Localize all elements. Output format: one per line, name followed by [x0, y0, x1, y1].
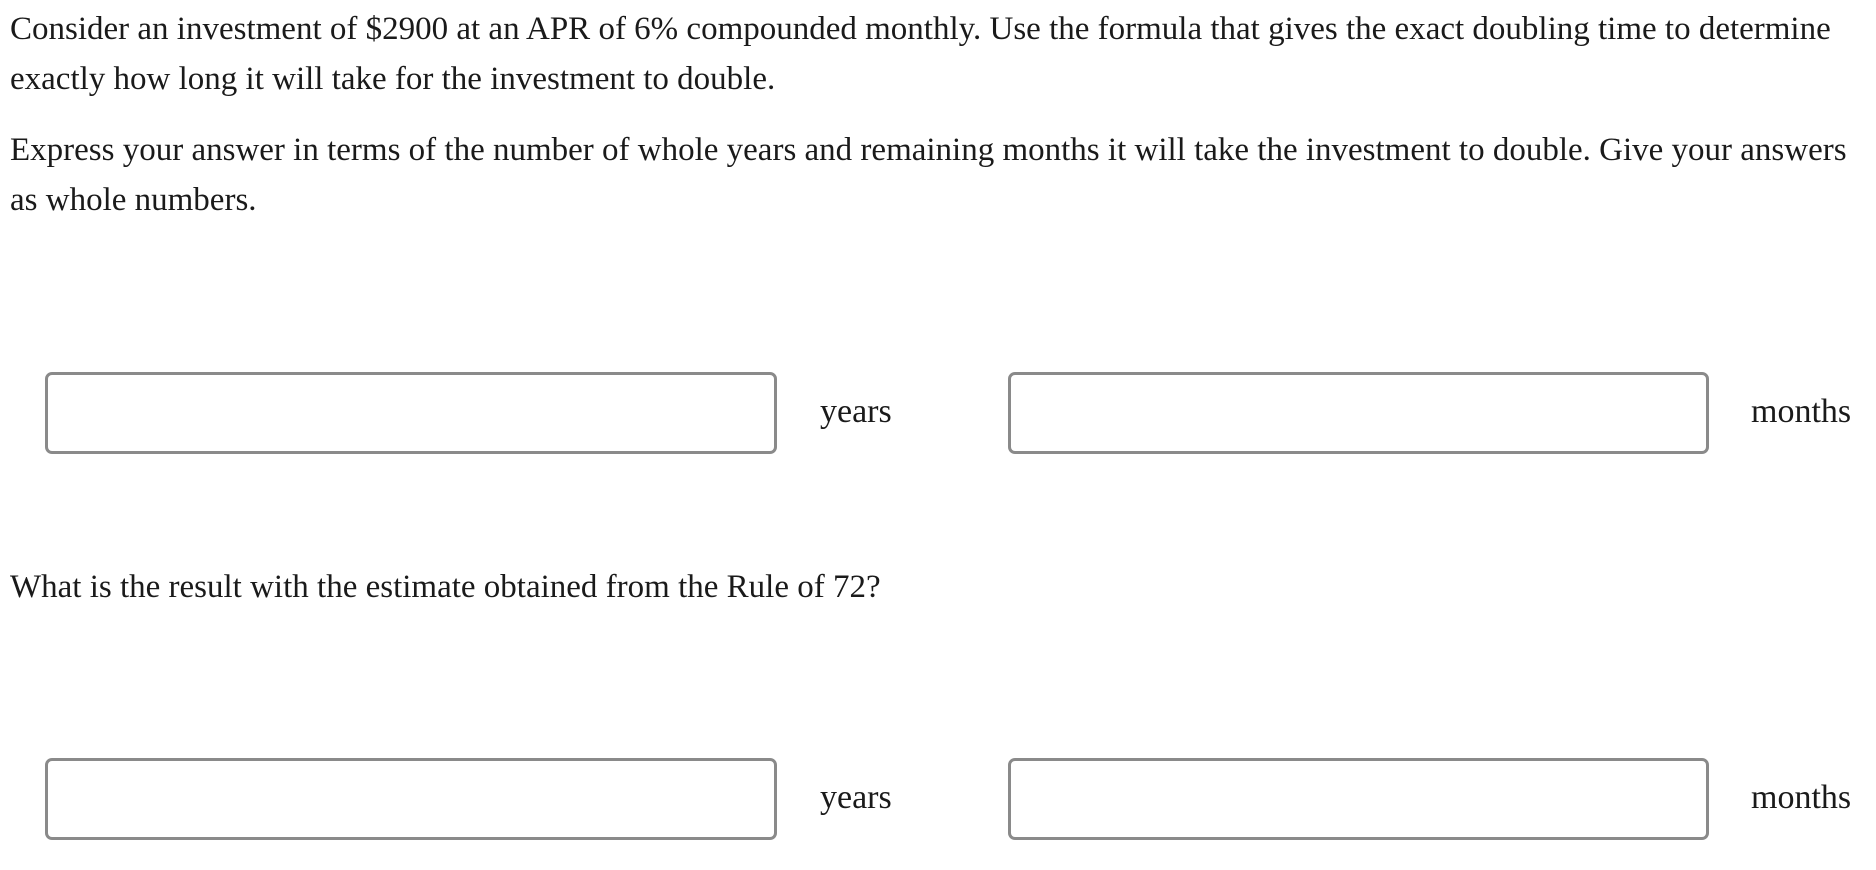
rule72-months-input[interactable]: [1008, 758, 1709, 840]
rule72-years-input[interactable]: [45, 758, 777, 840]
exact-years-label: years: [820, 393, 892, 430]
rule72-years-label: years: [820, 779, 892, 816]
answer-instructions-text: Express your answer in terms of the number of whole years and remaining months it will take the investment to double. Give your answers as whole numbers.: [10, 132, 1847, 218]
exact-months-label: months: [1751, 393, 1852, 430]
question-intro-text: Consider an investment of $2900 at an APR of 6% compounded monthly. Use the formula that gives the exact doubling time to determine exactly how long it will take for the investment to double.: [10, 11, 1831, 97]
rule72-months-label: months: [1751, 779, 1852, 816]
exact-months-input[interactable]: [1008, 372, 1709, 454]
exact-years-input[interactable]: [45, 372, 777, 454]
rule-of-72-answer-row: [0, 758, 1876, 848]
exact-doubling-answer-row: [0, 372, 1876, 462]
rule-of-72-question-text: What is the result with the estimate obtained from the Rule of 72?: [10, 569, 881, 605]
